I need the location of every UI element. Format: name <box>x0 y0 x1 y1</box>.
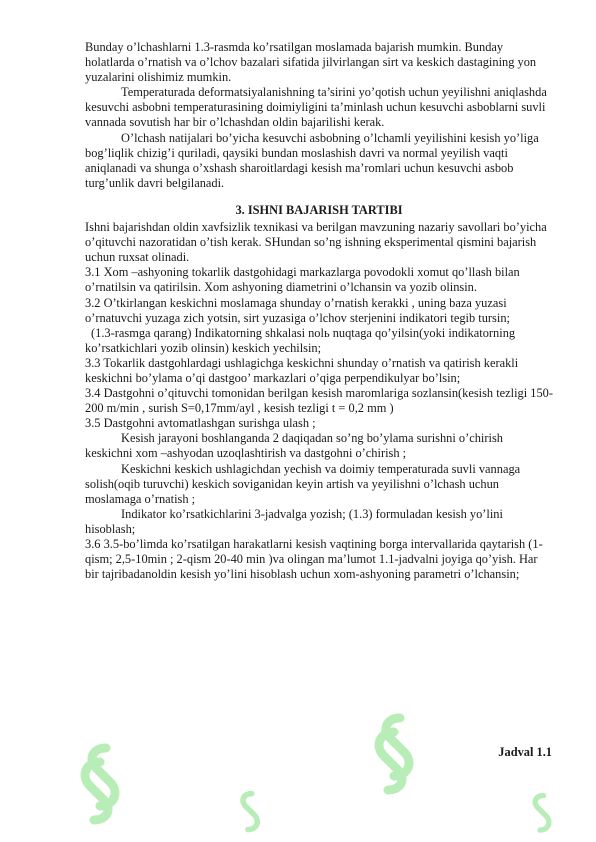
body-text <box>85 40 553 582</box>
watermark-icon <box>368 712 420 796</box>
paragraph: Temperaturada deformatsiyalanishning ta’sirini yo’qotish uchun yeyilishni aniqlashda kesuvchi asbobni temperaturasining doimiyligini ta’minlash uchun kesuvchi asboblarni suvli vannada sovutish har bir o’lchashdan oldin bajarilishi kerak. <box>85 85 547 130</box>
paragraph: Bunday o’lchashlarni 1.3-rasmda ko’rsatilgan moslamada bajarish mumkin. Bunday holatlarda o’rnatish va o’lchov bazalari sifatida jilvirlangan sirt va keskich dastagining yon yuzalarini olishimiz mumkin. <box>85 40 537 85</box>
paragraph: O’lchash natijalari bo’yicha kesuvchi asbobning o’lchamli yeyilishini kesish yo’liga bog’liqlik chizig’i quriladi, qaysiki bundan moslashish davri va normal yeyilish vaqti aniqlanadi va shunga o’xshash sharoitlardagi kesish ma’romlari uchun kesuvchi asbob turg’unlik davri belgilanadi. <box>85 130 539 190</box>
watermark-icon <box>520 792 560 842</box>
table-caption: Jadval 1.1 <box>498 745 552 759</box>
step-3-2-note: (1.3-rasmga qarang) Indikatorning shkalasi nolь nuqtaga qo’yilsin(yoki indikatorning ko’rsatkichlari yozib olinsin) keskich yechilsin; <box>85 325 516 355</box>
paragraph: Kesish jarayoni boshlanganda 2 daqiqadan so’ng bo’ylama surishni o’chirish keskichni xom –ashyodan uzoqlashtirish va dastgohni o’chirish ; <box>85 431 503 461</box>
step-3-1: 3.1 Xom –ashyoning tokarlik dastgohidagi markazlarga povodokli xomut qo’llash bilan o’rnatilsin va qatirilsin. Xom ashyoning diametrini o’lchansin va yozib olinsin. <box>85 265 520 295</box>
paragraph: Keskichni keskich ushlagichdan yechish va doimiy temperaturada suvli vannaga solish(oqib turuvchi) keskich soviganidan keyin artish va yeyilishni o’lchash uchun moslamaga o’rnatish ; <box>85 461 521 506</box>
step-3-5: 3.5 Dastgohni avtomatlashgan surishga ulash ; <box>85 416 316 431</box>
section-title: 3. ISHNI BAJARISH TARTIBI <box>235 202 403 217</box>
paragraph: Ishni bajarishdan oldin xavfsizlik texnikasi va berilgan mavzuning nazariy savollari bo’yicha o’qituvchi nazoratidan o’tish kerak. SHundan so’ng ishning eksperimental qismini bajarish uchun ruxsat olinadi. <box>85 220 547 265</box>
watermark-icon <box>74 742 126 826</box>
step-3-2: 3.2 O’tkirlangan keskichni moslamaga shunday o’rnatish kerakki , uning baza yuzasi o’rnatuvchi yuzaga zich yotsin, sirt yuzasiga o’lchov sterjenini indikatori tegib tursin; <box>85 295 510 325</box>
step-3-6: 3.6 3.5-bo’limda ko’rsatilgan harakatlarni kesish vaqtining borga intervallarida qaytarish (1-qism; 2,5-10min ; 2-qism 20-40 min )va olingan ma’lumot 1.1-jadvalni joyiga qo’yish. Har bir tajribadanoldin kesish yo’lini hisoblash uchun xom-ashyoning parametri o’lchansin; <box>85 537 543 582</box>
paragraph: Indikator ko’rsatkichlarini 3-jadvalga yozish; (1.3) formuladan kesish yo’lini hisoblash; <box>85 506 503 536</box>
watermark-icon <box>228 790 268 842</box>
step-3-3: 3.3 Tokarlik dastgohlardagi ushlagichga keskichni shunday o’rnatish va qatirish kerakli keskichni bo’ylama o’qi dastgoo’ markazlari o’qiga perpendikulyar bo’lsin; <box>85 355 519 385</box>
step-3-4: 3.4 Dastgohni o’qituvchi tomonidan berilgan kesish maromlariga sozlansin(kesish tezligi 150-200 m/min , surish S=0,17mm/ayl , kesish tezligi t = 0,2 mm ) <box>85 386 554 416</box>
